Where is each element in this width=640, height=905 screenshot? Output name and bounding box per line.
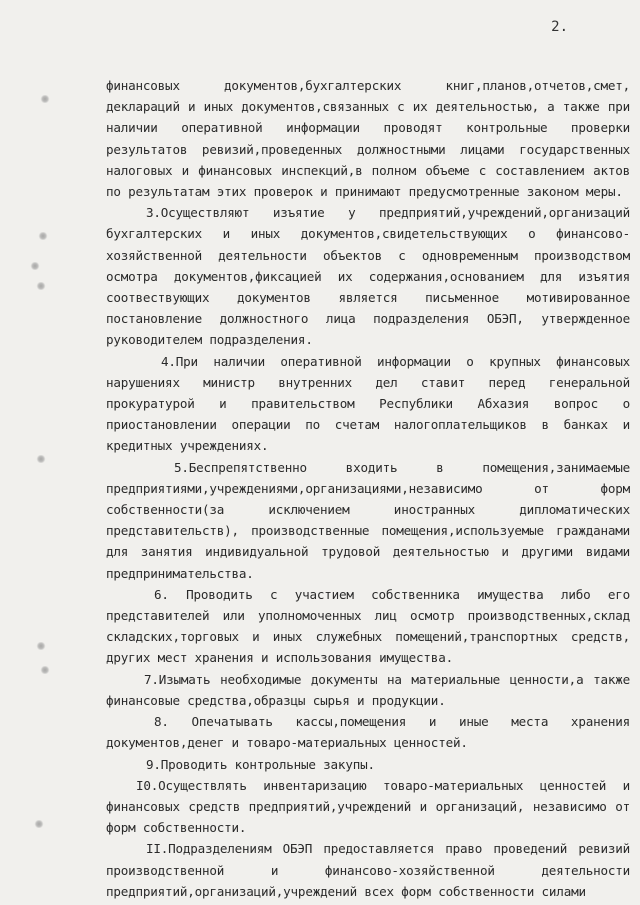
margin-mark [36, 455, 46, 463]
margin-mark [36, 642, 46, 650]
paragraph-5: 5.Беспрепятственно входить в помещения,занимаемые предприятиями,учреждениями,организациями,независимо от форм собственности(за исключением иностранных дипломатических представительств), производственные помещения,используемые гражданами для занятия индивидуальной трудовой деятельностью и другими видами предпринимательства. [106, 459, 630, 581]
paragraph-10: I0.Осуществлять инвентаризацию товаро-материальных ценностей и финансовых средств предприятий,учреждений и организаций, независимо от форм собственности. [106, 777, 630, 836]
margin-mark [34, 820, 44, 828]
margin-mark [40, 95, 50, 103]
margin-mark [36, 282, 46, 290]
paragraph-3: 3.Осуществляют изъятие у предприятий,учреждений,организаций бухгалтерских и иных документов,свидетельствующих о финансово-хозяйственной деятельности объектов с одновременным производством осмотра документов,фиксацией их содержания,основанием для изъятия соотвествующих документов является письменное мотивированное постановление должностного лица подразделения ОБЭП, утвержденное руководителем подразделения. [106, 205, 630, 348]
margin-mark [40, 666, 50, 674]
body-text [106, 75, 630, 902]
paragraph-continuation: финансовых документов,бухгалтерских книг,планов,отчетов,смет, деклараций и иных документов,связанных с их деятельностью, а также при наличии оперативной информации проводят контрольные проверки результатов ревизий,проведенных должностными лицами государственных налоговых и финансовых инспекций,в полном объеме с составлением актов по результатам этих проверок и принимают предусмотренные законом меры. [106, 78, 630, 200]
paragraph-7: 7.Изымать необходимые документы на материальные ценности,а также финансовые средства,образцы сырья и продукции. [106, 671, 630, 708]
paragraph-4: 4.При наличии оперативной информации о крупных финансовых нарушениях министр внутренних дел ставит перед генеральной прокуратурой и правительством Республики Абхазия вопрос о приостановлении операции по счетам налогоплательщиков в банках и кредитных учреждениях. [106, 353, 630, 454]
margin-mark [30, 262, 40, 270]
margin-mark [38, 232, 48, 240]
paragraph-6: 6. Проводить с участием собственника имущества либо его представителей или уполномоченных лиц осмотр производственных,склад складских,торговых и иных служебных помещений,транспортных средств, других мест хранения и использования имущества. [106, 586, 630, 666]
paragraph-11: II.Подразделениям ОБЭП предоставляется право проведений ревизий производственной и финансово-хозяйственной деятельности предприятий,организаций,учреждений всех форм собственности силами [106, 841, 630, 899]
paragraph-9: 9.Проводить контрольные закупы. [146, 756, 375, 772]
paragraph-8: 8. Опечатывать кассы,помещения и иные места хранения документов,денег и товаро-материальных ценностей. [106, 714, 630, 751]
page-number: 2. [551, 19, 568, 35]
